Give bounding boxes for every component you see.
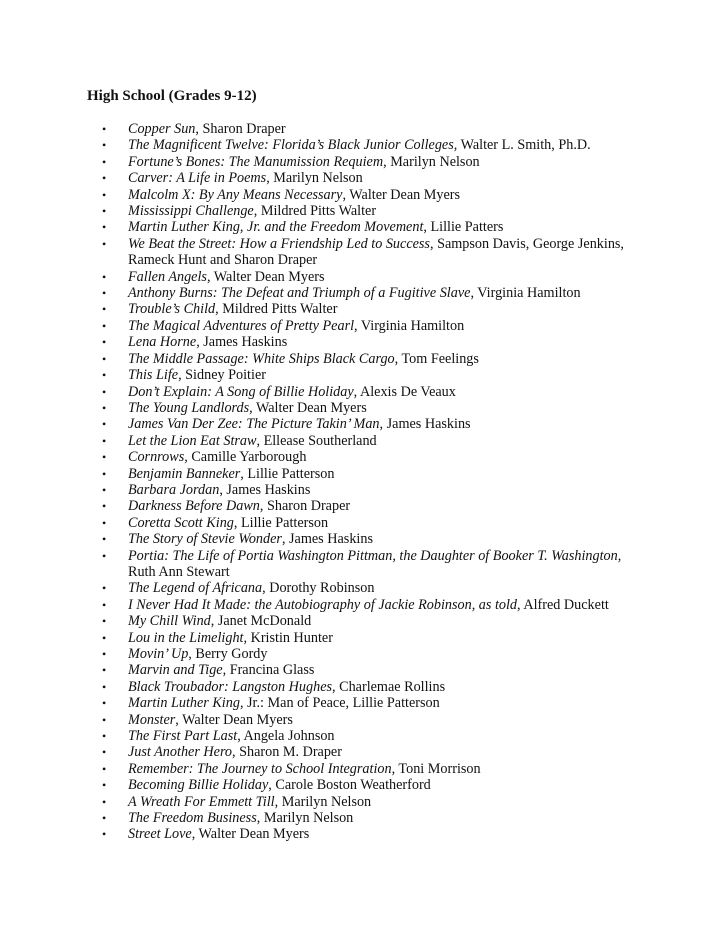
list-item [0,777,728,793]
book-title: Mississippi Challenge [128,203,254,220]
book-list [0,121,728,843]
book-author: , Walter Dean Myers [206,268,325,285]
book-author: , Angela Johnson [237,728,335,745]
list-item [0,219,728,235]
book-title: Lou in the Limelight [128,629,244,646]
book-title: Carver: A Life in Poems [128,170,267,187]
list-item [0,826,728,842]
book-author: , James Haskins [281,531,373,548]
book-title: Cornrows [128,449,185,466]
book-author: , James Haskins [196,334,288,351]
list-item [0,449,728,465]
book-author: , Marilyn Nelson [256,810,354,827]
book-title: James Van Der Zee: The Picture Takin’ Man [128,416,380,433]
book-title: We Beat the Street: How a Friendship Led to Success [128,235,430,252]
book-title: The Legend of Africana [128,580,263,597]
list-item [0,466,728,482]
book-title: Martin Luther King [128,695,240,712]
bullet-icon: • [102,318,107,333]
book-author: , James Haskins [219,481,311,498]
bullet-icon: • [102,302,107,317]
book-author: , Sharon M. Draper [232,744,342,761]
book-author: , Sharon Draper [195,121,286,137]
bullet-icon: • [102,433,107,448]
bullet-icon: • [102,417,107,432]
bullet-icon: • [102,712,107,727]
book-title: This Life [128,367,179,384]
bullet-icon: • [102,761,107,776]
list-item [0,367,728,383]
bullet-icon: • [102,778,107,793]
bullet-icon: • [102,630,107,645]
book-author: , Mildred Pitts Walter [253,203,377,220]
book-author-continued: Rameck Hunt and Sharon Draper [128,252,318,269]
list-item [0,613,728,629]
book-title: Anthony Burns: The Defeat and Triumph of a Fugitive Slave [128,285,471,302]
list-item [0,531,728,547]
bullet-icon: • [102,220,107,235]
list-item [0,170,728,186]
list-item [0,301,728,317]
book-title: A Wreath For Emmett Till [128,793,275,810]
book-title: My Chill Wind [128,613,211,630]
book-author: , Toni Morrison [391,760,481,777]
section-heading: High School (Grades 9-12) [87,88,257,104]
list-item [0,679,728,695]
book-title: The Freedom Business [128,810,257,827]
book-author: , Walter Dean Myers [191,826,310,843]
book-title: Malcolm X: By Any Means Necessary [128,186,343,203]
book-author: , Virginia Hamilton [470,285,581,302]
list-item [0,400,728,416]
bullet-icon: • [102,532,107,547]
list-item [0,416,728,432]
bullet-icon: • [102,351,107,366]
book-title: Becoming Billie Holiday [128,777,269,794]
book-title: Barbara Jordan [128,481,220,498]
book-title: Fortune’s Bones: The Manumission Requiem [128,153,384,170]
list-item [0,695,728,711]
book-title: The First Part Last [128,728,238,745]
list-item [0,646,728,662]
book-author: , Walter L. Smith, Ph.D. [453,137,591,154]
list-item [0,597,728,613]
bullet-icon: • [102,171,107,186]
book-author: , Berry Gordy [188,646,268,662]
list-item [0,662,728,678]
book-title: Darkness Before Dawn [128,498,260,515]
bullet-icon: • [102,384,107,399]
book-title: Movin’ Up [128,646,189,662]
book-author: , Francina Glass [222,662,315,679]
list-item [0,203,728,219]
bullet-icon: • [102,745,107,760]
list-item [0,137,728,153]
bullet-icon: • [102,614,107,629]
bullet-icon: • [102,515,107,530]
bullet-icon: • [102,335,107,350]
list-item [0,498,728,514]
book-title: Lena Horne [128,334,197,351]
book-title: The Magical Adventures of Pretty Pearl [128,317,355,334]
book-title: The Story of Stevie Wonder [128,531,282,548]
book-author: , Ellease Southerland [256,432,377,449]
book-title: The Magnificent Twelve: Florida’s Black Junior Colleges [128,137,454,154]
book-author: , Alfred Duckett [517,596,609,613]
bullet-icon: • [102,827,107,842]
book-author: , Marilyn Nelson [383,153,480,170]
bullet-icon: • [102,269,107,284]
book-title: The Young Landlords [128,399,250,416]
book-author: , Marilyn Nelson [274,793,372,810]
list-item [0,236,728,269]
book-title: Benjamin Banneker [128,465,241,482]
book-title: Just Another Hero [128,744,233,761]
book-title: Don’t Explain: A Song of Billie Holiday [128,383,354,400]
book-author: , Carole Boston Weatherford [268,777,431,794]
bullet-icon: • [102,581,107,596]
book-author-continued: Ruth Ann Stewart [128,563,230,580]
book-title: Marvin and Tige [128,662,223,679]
book-author: , Kristin Hunter [243,629,333,646]
book-author: , Marilyn Nelson [266,170,363,187]
book-title: I Never Had It Made: the Autobiography of Jackie Robinson, as told [128,596,518,613]
list-item [0,285,728,301]
list-item [0,728,728,744]
book-title: Monster [128,711,176,728]
book-title: Black Troubador: Langston Hughes [128,678,333,695]
bullet-icon: • [102,450,107,465]
book-author: , Alexis De Veaux [353,383,456,400]
list-item [0,630,728,646]
book-author: , Walter Dean Myers [249,399,367,416]
book-title: Martin Luther King, Jr. and the Freedom Movement [128,219,424,236]
bullet-icon: • [102,368,107,383]
book-author: , [617,547,622,564]
bullet-icon: • [102,499,107,514]
bullet-icon: • [102,204,107,219]
book-author: , Lillie Patters [423,219,504,236]
book-title: Let the Lion Eat Straw [128,432,257,449]
list-item [0,121,728,137]
book-author: , Dorothy Robinson [262,580,375,597]
book-author: , Walter Dean Myers [342,186,461,203]
bullet-icon: • [102,729,107,744]
book-author: , Camille Yarborough [184,449,307,466]
list-item [0,334,728,350]
list-item [0,515,728,531]
book-author: , James Haskins [379,416,471,433]
book-author: , Sidney Poitier [178,367,266,384]
bullet-icon: • [102,154,107,169]
bullet-icon: • [102,236,107,251]
book-title: Copper Sun [128,121,196,137]
bullet-icon: • [102,811,107,826]
book-title: Street Love [128,826,192,843]
bullet-icon: • [102,286,107,301]
bullet-icon: • [102,679,107,694]
list-item [0,269,728,285]
book-title: Coretta Scott King [128,514,234,531]
list-item [0,482,728,498]
list-item [0,580,728,596]
book-author: , Janet McDonald [210,613,312,630]
bullet-icon: • [102,794,107,809]
bullet-icon: • [102,548,107,563]
bullet-icon: • [102,647,107,661]
list-item [0,351,728,367]
book-title: Trouble’s Child [128,301,216,318]
list-item [0,761,728,777]
list-item [0,384,728,400]
book-title: Portia: The Life of Portia Washington Pittman, the Daughter of Booker T. Washington [128,547,618,564]
bullet-icon: • [102,663,107,678]
bullet-icon: • [102,187,107,202]
list-item [0,433,728,449]
bullet-icon: • [102,482,107,497]
list-item [0,744,728,760]
book-author: , Jr.: Man of Peace, Lillie Patterson [239,695,440,712]
bullet-icon: • [102,400,107,415]
bullet-icon: • [102,597,107,612]
book-author: , Sampson Davis, George Jenkins, [429,235,624,252]
book-title: Fallen Angels [128,268,207,285]
book-author: , Tom Feelings [394,350,479,367]
bullet-icon: • [102,122,107,136]
book-author: , Lillie Patterson [240,465,335,482]
book-author: , Sharon Draper [259,498,351,515]
list-item [0,548,728,581]
bullet-icon: • [102,466,107,481]
book-author: , Charlemae Rollins [332,678,446,695]
list-item [0,810,728,826]
list-item [0,712,728,728]
book-author: , Walter Dean Myers [175,711,293,728]
list-item [0,154,728,170]
bullet-icon: • [102,696,107,711]
list-item [0,187,728,203]
book-title: The Middle Passage: White Ships Black Cargo [128,350,395,367]
book-author: , Lillie Patterson [233,514,329,531]
bullet-icon: • [102,138,107,153]
list-item [0,318,728,334]
list-item [0,794,728,810]
book-title: Remember: The Journey to School Integration [128,760,392,777]
book-author: , Mildred Pitts Walter [215,301,338,318]
book-author: , Virginia Hamilton [354,317,465,334]
